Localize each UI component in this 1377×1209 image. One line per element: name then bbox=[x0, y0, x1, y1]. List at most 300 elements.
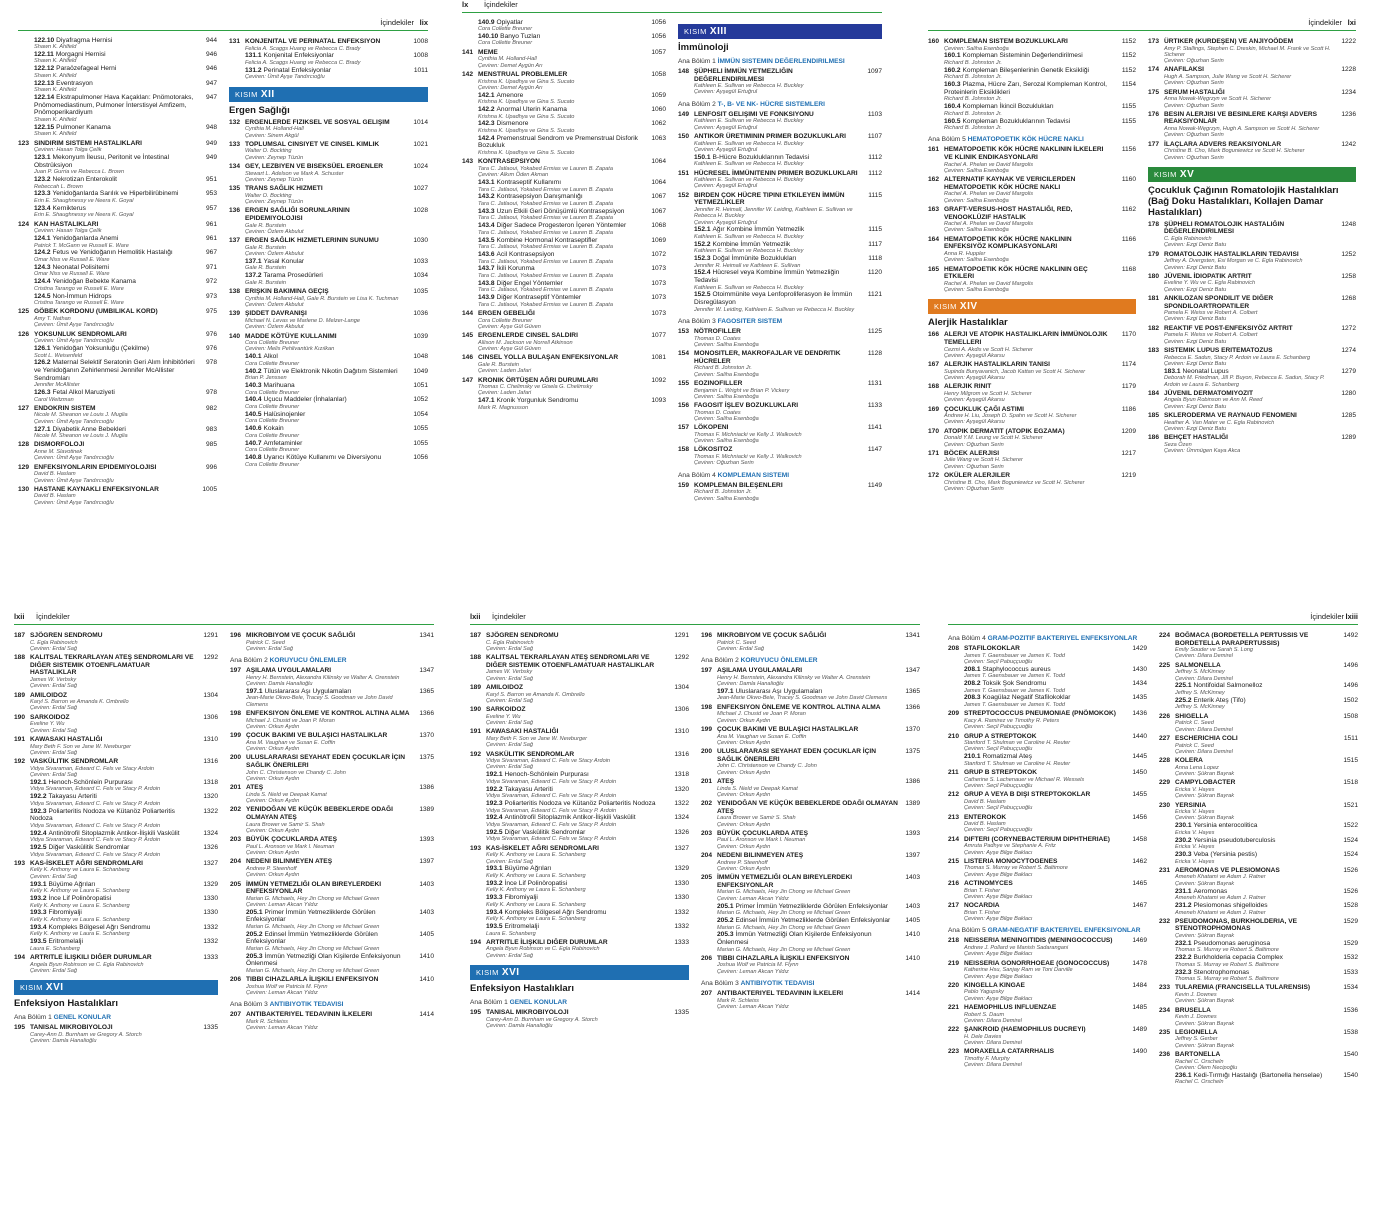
author-line: Çeviren: Seçil Pabuççuoğlu bbox=[964, 658, 1033, 665]
chapter-number: 132 bbox=[229, 118, 241, 126]
page-ref: 1058 bbox=[651, 70, 666, 78]
page-ref: 1179 bbox=[1121, 383, 1136, 391]
ana-bolum-heading bbox=[14, 1014, 218, 1022]
author-line: Marian G. Michaels, Hey Jin Chong ve Michael Green bbox=[246, 946, 380, 953]
chapter-number: 222 bbox=[948, 1026, 960, 1034]
toc-subentry bbox=[229, 258, 428, 266]
toc-columns bbox=[948, 630, 1358, 1202]
chapter-number: 202 bbox=[701, 800, 713, 808]
page-ref: 1285 bbox=[1341, 412, 1356, 420]
author-line: Henry Milgrom ve Scott H. Sicherer bbox=[944, 390, 1032, 397]
page-ref: 1403 bbox=[905, 902, 920, 910]
chapter-title-text: PSEUDOMONAS, BURKHOLDERIA, VE STENOTROPHOMONAS bbox=[1175, 917, 1297, 933]
chapter-title-text: GÖBEK KORDONU (UMBILIKAL KORD) bbox=[34, 308, 158, 316]
author-line: Cora Collette Breuner bbox=[478, 40, 533, 47]
chapter-number bbox=[1159, 837, 1175, 845]
chapter-title-text: Acil Kontrasepsiyon bbox=[496, 250, 555, 258]
chapter-title-text: TANISAL MIKROBIYOLOJI bbox=[30, 1024, 113, 1032]
page-ref: 973 bbox=[205, 292, 217, 300]
chapter-title-text: ERGENLERDE FIZIKSEL VE SOSYAL GELIŞIM bbox=[245, 118, 390, 126]
toc-subentry bbox=[229, 454, 428, 462]
toc-column bbox=[1148, 36, 1356, 578]
toc-entry bbox=[462, 158, 666, 166]
chapter-number: 210 bbox=[948, 732, 960, 740]
author-line: Linda S. Nield ve Deepak Kamat bbox=[246, 791, 327, 798]
toc-entry bbox=[701, 704, 920, 712]
chapter-title-text: İkili Korunma bbox=[496, 265, 535, 273]
chapter-number: 195 bbox=[470, 1009, 482, 1016]
chapter-title bbox=[944, 406, 1114, 414]
page-ref: 1062 bbox=[651, 120, 666, 128]
author-line: Shawn K. Ahlfeld bbox=[34, 72, 77, 79]
chapter-title-text: ALERJIK HASTALIKLARIN TANISI bbox=[944, 361, 1050, 369]
chapter-title bbox=[34, 140, 195, 148]
author-line: Gale R. Burstein bbox=[245, 279, 287, 286]
section-number: 230.2 bbox=[1175, 836, 1192, 844]
ana-bolum-heading bbox=[701, 657, 920, 665]
chapter-title-text: ÇOCUK BAKIMI VE BULAŞICI HASTALIKLAR bbox=[717, 725, 859, 733]
chapter-title-text: Burkholderia cepacia Complex bbox=[1193, 954, 1283, 962]
page-ref: 1055 bbox=[413, 425, 428, 433]
toc-entry bbox=[230, 976, 434, 984]
page-ref: 1077 bbox=[651, 332, 666, 340]
author-line: Çeviren: Saliha Esenboğa bbox=[694, 438, 759, 445]
chapter-title-text: Kompleman Bileşenlerinin Genetik Eksikliği bbox=[962, 66, 1089, 74]
toc-entry bbox=[1159, 802, 1358, 810]
toc-subentry bbox=[678, 226, 882, 234]
chapter-number: 207 bbox=[230, 1011, 242, 1019]
author-line: Çeviren: Dilara Demirel bbox=[1175, 675, 1233, 682]
chapter-title-text: ATEŞ bbox=[717, 777, 735, 785]
chapter-title bbox=[34, 221, 195, 229]
toc-entry bbox=[1159, 779, 1358, 787]
toc-subentry bbox=[18, 426, 217, 434]
toc-entry bbox=[470, 939, 689, 947]
author-line: Nicole M. Sheanon ve Louis J. Muglia bbox=[34, 433, 128, 440]
toc-entry bbox=[678, 402, 882, 410]
toc-entry bbox=[462, 71, 666, 79]
chapter-title bbox=[30, 758, 196, 766]
section-number: 142.3 bbox=[478, 120, 495, 128]
author-line: Hugh A. Sampson, Julie Wang ve Scott H. Sicherer bbox=[1164, 74, 1292, 81]
page-ref: 1335 bbox=[203, 1024, 218, 1032]
section-number: 152.4 bbox=[694, 269, 711, 277]
author-line: Gale R. Burstein bbox=[478, 361, 520, 368]
chapter-number bbox=[18, 124, 34, 132]
chapter-title-text: Yenidoğanlarda Sarılık ve Hiperbilirübinemi bbox=[52, 190, 179, 198]
page-ref: 944 bbox=[205, 36, 217, 44]
author-line: Stanford T. Shulman ve Caroline H. Reuter bbox=[964, 740, 1071, 747]
author-line: Vidya Sivaraman, Edward C. Fels ve Stacy P. Ardoin bbox=[486, 778, 617, 785]
page-ref: 1397 bbox=[905, 852, 920, 860]
chapter-title bbox=[717, 830, 898, 838]
chapter-title bbox=[30, 938, 196, 946]
chapter-number: 207 bbox=[701, 990, 713, 997]
chapter-number bbox=[230, 931, 246, 946]
toc-entry bbox=[928, 428, 1136, 436]
page-ref: 996 bbox=[205, 463, 217, 471]
author-line: Çeviren: Seçil Pabuççuoğlu bbox=[964, 746, 1033, 753]
toc-entry bbox=[928, 450, 1136, 458]
chapter-number bbox=[229, 67, 245, 75]
page-ref: 1333 bbox=[674, 938, 689, 946]
chapter-number: 224 bbox=[1159, 632, 1171, 639]
author-line: Çeviren: Özlem Akbulut bbox=[245, 324, 304, 331]
chapter-title bbox=[478, 49, 644, 57]
chapter-title bbox=[478, 92, 644, 100]
chapter-number: 226 bbox=[1159, 712, 1171, 720]
toc-entry bbox=[1148, 273, 1356, 281]
chapter-title bbox=[246, 836, 412, 844]
toc-subentry bbox=[14, 895, 218, 903]
chapter-number: 161 bbox=[928, 146, 940, 154]
chapter-title-text: Opiyatlar bbox=[496, 18, 523, 26]
chapter-number bbox=[229, 368, 245, 376]
page-ref: 1272 bbox=[1341, 324, 1356, 332]
chapter-title-text: BEHÇET HASTALIĞI bbox=[1164, 434, 1228, 442]
chapter-title bbox=[245, 207, 406, 222]
chapter-title-text: JÜVENIL DERMATOMIYOZIT bbox=[1164, 389, 1254, 397]
author-line: Çeviren: Oğuzhan Serin bbox=[944, 463, 1004, 470]
ana-bolum-heading bbox=[701, 980, 920, 988]
chapter-number bbox=[678, 269, 694, 284]
toc-subentry bbox=[18, 80, 217, 88]
chapter-number bbox=[14, 909, 30, 917]
chapter-number bbox=[1159, 822, 1175, 830]
chapter-number: 152 bbox=[678, 191, 690, 199]
author-line: Tara C. Jatlaoui, Yokabed Ermias ve Lauren B. Zapata bbox=[478, 272, 613, 279]
author-line: Cora Collette Breuner bbox=[478, 26, 533, 33]
author-line: Michael N. Levas ve Marlene D. Melzer-Lange bbox=[245, 317, 360, 324]
chapter-number: 193 bbox=[470, 844, 482, 852]
chapter-title-text: Yenidoğan Yoksunluğu (Çekilme) bbox=[52, 345, 150, 352]
author-line: Marian G. Michaels, Hey Jin Chong ve Michael Green bbox=[246, 968, 380, 974]
chapter-number: 215 bbox=[948, 857, 960, 865]
chapter-number: 213 bbox=[948, 813, 960, 821]
author-line: Cristina Tarango ve Russell E. Ware bbox=[34, 285, 124, 292]
chapter-title bbox=[964, 694, 1125, 702]
chapter-title bbox=[717, 903, 898, 911]
author-line: Cora Collette Breuner bbox=[245, 360, 300, 367]
page-ref: 1326 bbox=[203, 843, 218, 851]
chapter-title-text: EOZINOFILLER bbox=[694, 379, 743, 387]
chapter-title-text: Poliarteritis Nodoza ve Kütanöz Poliarteritis Nodoza bbox=[30, 807, 175, 823]
page-ref: 1073 bbox=[651, 265, 666, 273]
toc-subentry bbox=[701, 903, 920, 911]
toc-subentry bbox=[18, 94, 217, 117]
page-ref: 1048 bbox=[413, 353, 428, 361]
part-banner bbox=[928, 299, 1136, 314]
author-line: Çeviren: Saliha Esenboğa bbox=[694, 495, 759, 502]
toc-entry bbox=[678, 68, 882, 83]
chapter-title-text: BIRDEN ÇOK HÜCRE TIPINI ETKILEYEN İMMÜN YETMEZLIKLER bbox=[694, 191, 845, 207]
chapter-number: 169 bbox=[928, 405, 940, 413]
chapter-title-text: Anormal Uterin Kanama bbox=[496, 106, 567, 114]
chapter-title bbox=[694, 111, 860, 119]
author-line: Krishna K. Upadhya ve Gina S. Sucato bbox=[478, 78, 575, 85]
page-ref: 1131 bbox=[867, 379, 882, 387]
chapter-title-text: ESCHERICHIA COLI bbox=[1175, 734, 1238, 742]
chapter-number bbox=[1159, 851, 1175, 859]
author-line: Mark R. Magnusson bbox=[478, 404, 529, 411]
author-line: James T. Gaensbauer ve James K. Todd bbox=[964, 652, 1065, 659]
chapter-title-text: ENFEKSIYON ÖNLEME VE KONTROL ALTINA ALMA bbox=[246, 710, 410, 718]
toc-entry bbox=[1159, 918, 1358, 933]
toc-entry bbox=[462, 377, 666, 385]
chapter-number bbox=[1159, 969, 1175, 977]
toc-subentry bbox=[1148, 368, 1356, 376]
author-line: Çeviren: Oğuzhan Serin bbox=[944, 485, 1004, 492]
author-line: Thomas D. Coates bbox=[694, 409, 741, 416]
page-ref: 1318 bbox=[203, 778, 218, 786]
chapter-title-text: MORAXELLA CATARRHALIS bbox=[964, 1048, 1054, 1056]
chapter-title-text: KOLERA bbox=[1175, 757, 1203, 765]
page-ref: 982 bbox=[205, 404, 217, 412]
chapter-title-text: STREPTOCOCCUS PNEUMONIAE (PNÖMOKOK) bbox=[964, 710, 1116, 718]
toc-page-lxiii bbox=[948, 612, 1358, 1202]
toc-subentry bbox=[462, 280, 666, 288]
chapter-number bbox=[678, 241, 694, 249]
chapter-title bbox=[717, 931, 898, 946]
chapter-number: 145 bbox=[462, 332, 474, 340]
chapter-title bbox=[34, 65, 195, 73]
author-line: Çeviren: Orkun Aydın bbox=[717, 865, 771, 872]
chapter-title bbox=[34, 389, 195, 397]
author-line: Çeviren: Saliha Esenboğa bbox=[694, 393, 759, 400]
toc-page-lx bbox=[462, 0, 882, 580]
section-number: 143.3 bbox=[478, 207, 495, 215]
section-number: 131.1 bbox=[245, 52, 262, 60]
author-line: Katherine Hsu, Sanjay Ram ve Toni Darville bbox=[964, 967, 1073, 974]
section-number: 143.7 bbox=[478, 265, 495, 273]
chapter-title bbox=[964, 982, 1125, 990]
chapter-title bbox=[486, 894, 667, 902]
chapter-title-text: Veba (Yersinia pestis) bbox=[1193, 850, 1258, 858]
page-ref: 949 bbox=[205, 139, 217, 147]
ana-bolum-label: Ana Bölüm 3 bbox=[701, 980, 739, 987]
page-ref: 1035 bbox=[413, 288, 428, 296]
chapter-number bbox=[678, 226, 694, 234]
chapter-title bbox=[246, 881, 412, 896]
toc-entry bbox=[948, 1026, 1147, 1034]
chapter-title-text: ROMATOLOJIK HASTALIKLARIN TEDAVISI bbox=[1164, 250, 1299, 258]
toc-subentry bbox=[229, 396, 428, 404]
page-ref: 1405 bbox=[905, 916, 920, 924]
toc-subentry bbox=[470, 880, 689, 888]
toc-entry bbox=[462, 332, 666, 340]
chapter-title-text: KAWASAKI HASTALIĞI bbox=[486, 728, 559, 736]
chapter-title-text: Staphylococcus aureus bbox=[982, 665, 1051, 673]
chapter-title-text: ULUSLARARASI SEYAHAT EDEN ÇOCUKLAR İÇIN SAĞLIK ÖNERILERI bbox=[246, 754, 405, 770]
toc-subentry bbox=[678, 269, 882, 284]
toc-entry bbox=[678, 446, 882, 454]
toc-entry bbox=[470, 684, 689, 692]
chapter-title bbox=[694, 350, 860, 365]
toc-entry bbox=[18, 441, 217, 449]
chapter-number: 206 bbox=[701, 954, 713, 962]
author-line: Scott L. Weisenfeld bbox=[34, 352, 83, 359]
chapter-title bbox=[1175, 918, 1336, 933]
chapter-number bbox=[948, 694, 964, 702]
author-line: Vidya Sivaraman, Edward C. Fels ve Stacy P. Ardoin bbox=[486, 821, 617, 828]
chapter-title-text: Kombine İmmün Yetmezlik bbox=[712, 240, 791, 248]
chapter-title-text: MIKROBIYOM VE ÇOCUK SAĞLIĞI bbox=[246, 632, 356, 639]
toc-subentry bbox=[229, 425, 428, 433]
page-ref: 1532 bbox=[1343, 954, 1358, 962]
chapter-title bbox=[694, 170, 860, 178]
author-line: Kelly K. Anthony ve Laura E. Schanberg bbox=[30, 931, 130, 938]
chapter-number bbox=[18, 154, 34, 169]
running-header-text: İçindekiler bbox=[484, 0, 518, 9]
author-line: Anna Lena Lopez bbox=[1175, 764, 1219, 771]
page-ref: 1166 bbox=[1121, 235, 1136, 243]
page-ref: 1540 bbox=[1343, 1071, 1358, 1079]
page-ref: 948 bbox=[205, 123, 217, 131]
chapter-title-text: BRUSELLA bbox=[1175, 1006, 1211, 1014]
toc-entry bbox=[701, 955, 920, 963]
author-line: Çeviren: Erdal Sağ bbox=[30, 727, 77, 734]
chapter-number: 180 bbox=[1148, 272, 1160, 280]
author-line: C. Egla Rabinovich bbox=[486, 639, 534, 646]
toc-entry bbox=[1148, 412, 1356, 420]
toc-entry bbox=[928, 206, 1136, 221]
toc-subentry bbox=[470, 829, 689, 837]
toc-subentry bbox=[14, 793, 218, 801]
author-line: Çeviren: Şükran Bayrak bbox=[1175, 1042, 1235, 1049]
chapter-title bbox=[245, 237, 406, 245]
page-ref: 1526 bbox=[1343, 866, 1358, 874]
chapter-title bbox=[486, 865, 667, 873]
author-line: Patrick C. Seed bbox=[717, 639, 756, 646]
chapter-title bbox=[944, 52, 1114, 60]
chapter-title-text: Stenotrophomonas bbox=[1193, 968, 1250, 976]
author-line: Çeviren: Erdal Sağ bbox=[486, 720, 533, 727]
author-line: Felicia A. Scaggs Huang ve Rebecca C. Brady bbox=[245, 45, 361, 52]
page-ref: 1034 bbox=[413, 272, 428, 280]
toc-subentry bbox=[678, 291, 882, 306]
chapter-title bbox=[246, 632, 412, 640]
toc-subentry bbox=[470, 814, 689, 822]
part-title: İmmünoloji bbox=[678, 42, 729, 53]
author-line: Çeviren: Oğuzhan Serin bbox=[694, 460, 754, 467]
author-line: Tara C. Jatlaoui, Yokabed Ermias ve Lauren B. Zapata bbox=[478, 165, 613, 172]
toc-entry bbox=[701, 632, 920, 640]
toc-entry bbox=[230, 1011, 434, 1019]
author-line: Tara C. Jatlaoui, Yokabed Ermias ve Lauren B. Zapata bbox=[478, 186, 613, 193]
ana-bolum-label: Ana Bölüm 5 bbox=[928, 136, 966, 144]
chapter-title bbox=[694, 226, 860, 234]
author-line: Çeviren: Damla Hanalioğlu bbox=[30, 1038, 97, 1045]
chapter-title bbox=[478, 158, 644, 166]
toc-subentry bbox=[229, 353, 428, 361]
toc-subentry bbox=[18, 389, 217, 397]
chapter-title bbox=[245, 272, 406, 280]
chapter-title bbox=[34, 37, 195, 45]
chapter-title bbox=[34, 205, 195, 213]
author-line: Çeviren: Saliha Esenboğa bbox=[944, 167, 1009, 174]
page-ref: 1440 bbox=[1132, 732, 1147, 740]
toc-entry bbox=[230, 754, 434, 769]
section-number: 236.1 bbox=[1175, 1071, 1192, 1079]
toc-column bbox=[1159, 630, 1358, 1202]
chapter-number bbox=[470, 865, 486, 873]
section-number: 193.5 bbox=[486, 922, 503, 930]
toc-subentry bbox=[229, 411, 428, 419]
chapter-title bbox=[1175, 1051, 1336, 1059]
page-ref: 1186 bbox=[1121, 405, 1136, 413]
chapter-title bbox=[246, 784, 412, 792]
author-line: Kevin J. Downes bbox=[1175, 992, 1217, 999]
chapter-number bbox=[462, 237, 478, 245]
toc-subentry bbox=[229, 52, 428, 60]
chapter-title bbox=[30, 779, 196, 787]
chapter-number bbox=[229, 425, 245, 433]
toc-subentry bbox=[462, 222, 666, 230]
toc-entry bbox=[18, 464, 217, 472]
chapter-number: 140 bbox=[229, 332, 241, 340]
chapter-title bbox=[30, 830, 196, 838]
chapter-title bbox=[964, 880, 1125, 888]
page-ref: 1209 bbox=[1121, 427, 1136, 435]
chapter-title-text: SALMONELLA bbox=[1175, 661, 1221, 669]
chapter-number bbox=[14, 844, 30, 852]
author-line: Richard B. Johnston Jr. bbox=[944, 110, 1002, 117]
chapter-title bbox=[245, 185, 406, 193]
toc-column bbox=[470, 630, 689, 1202]
section-number: 122.10 bbox=[34, 36, 55, 44]
page-ref: 1120 bbox=[867, 269, 882, 277]
chapter-title-text: ERGEN SAĞLIK HIZMETLERININ SUNUMU bbox=[245, 237, 379, 245]
toc-entry bbox=[229, 207, 428, 222]
chapter-title-text: NEDENI BILINMEYEN ATEŞ bbox=[246, 858, 333, 866]
chapter-title bbox=[964, 1048, 1125, 1056]
section-number: 205.2 bbox=[246, 930, 263, 938]
chapter-number: 220 bbox=[948, 981, 960, 989]
page-ref: 1005 bbox=[202, 485, 217, 493]
chapter-title-text: TANISAL MIKROBIYOLOJI bbox=[486, 1009, 569, 1016]
chapter-title-text: TOPLUMSAL CINSIYET VE CINSEL KIMLIK bbox=[245, 140, 380, 148]
chapter-title-text: GRUP A STREPTOKOK bbox=[964, 732, 1037, 740]
author-line: Çeviren: Erdal Sağ bbox=[486, 742, 533, 749]
author-line: Çeviren: Laden Jafari bbox=[478, 390, 532, 397]
toc-subentry bbox=[230, 688, 434, 696]
section-number: 205.1 bbox=[246, 908, 263, 916]
part-banner bbox=[229, 87, 428, 102]
chapter-title-text: SARKOIDOZ bbox=[486, 706, 526, 714]
chapter-number: 202 bbox=[230, 806, 242, 814]
chapter-title-text: Neonatal Polisitemi bbox=[52, 263, 109, 271]
page-ref: 1067 bbox=[651, 193, 666, 201]
page-ref: 972 bbox=[205, 278, 217, 286]
section-number: 122.15 bbox=[34, 123, 55, 131]
ana-bolum-name: GENEL KONULAR bbox=[509, 999, 568, 1006]
part-roman: XVI bbox=[501, 967, 520, 978]
toc-entry bbox=[678, 350, 882, 365]
page-ref: 978 bbox=[205, 359, 217, 367]
page-ref: 1170 bbox=[1121, 331, 1136, 339]
chapter-title bbox=[694, 269, 860, 284]
author-line: Patrick C. Seed bbox=[1175, 742, 1214, 749]
page-ref: 1242 bbox=[1341, 140, 1356, 148]
page-ref: 1160 bbox=[1121, 176, 1136, 184]
ana-bolum-name: KORUYUCU ÖNLEMLER bbox=[740, 657, 818, 665]
author-line: Tara C. Jatlaoui, Yokabed Ermias ve Lauren B. Zapata bbox=[478, 229, 613, 236]
ana-bolum-label: Ana Bölüm 1 bbox=[470, 999, 508, 1006]
chapter-title bbox=[1164, 347, 1334, 355]
page-ref: 1021 bbox=[413, 140, 428, 148]
toc-entry bbox=[1159, 1007, 1358, 1015]
author-line: Çeviren: Erdal Sağ bbox=[246, 645, 293, 652]
